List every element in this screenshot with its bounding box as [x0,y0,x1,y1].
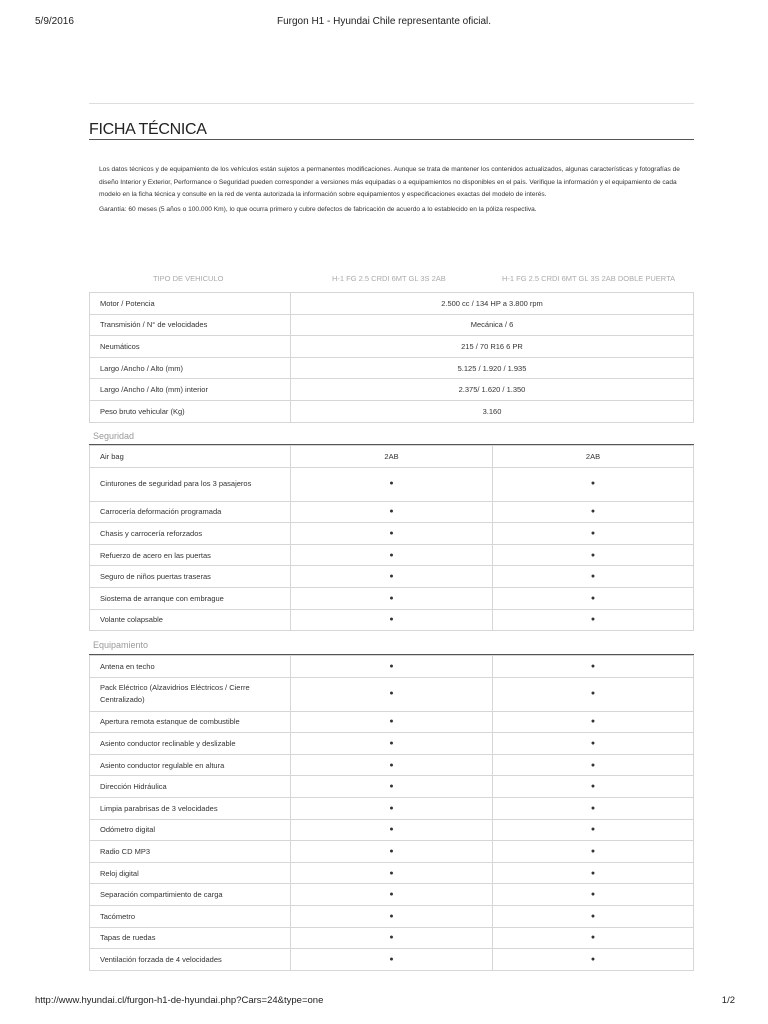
feature-label: Asiento conductor regulable en altura [90,754,291,776]
print-date: 5/9/2016 [35,16,74,27]
feature-label: Seguro de niños puertas traseras [90,566,291,588]
feature-value-model-1: ● [291,609,493,631]
table-row [90,400,694,422]
feature-value-model-2: ● [493,711,694,733]
feature-label: Separación compartimiento de carga [90,884,291,906]
feature-label: Odómetro digital [90,819,291,841]
table-row [90,754,694,776]
feature-value-model-2: ● [493,656,694,678]
feature-label: Chasis y carrocería reforzados [90,523,291,545]
feature-value-model-1: ● [291,884,493,906]
warranty-paragraph: Garantía: 60 meses (5 años o 100.000 Km), lo que ocurra primero y cubre defectos de fabricación de acuerdo a lo establecido en la póliza respectiva. [99,205,537,213]
feature-value-model-2: ● [493,927,694,949]
table-row [90,656,694,678]
feature-value-model-1: ● [291,841,493,863]
feature-label: Asiento conductor reclinable y deslizable [90,733,291,755]
feature-label: Tacómetro [90,905,291,927]
table-row [90,797,694,819]
feature-value-model-1: ● [291,656,493,678]
feature-value-model-2: 2AB [493,446,694,468]
section-title-seguridad: Seguridad [93,431,135,441]
feature-label: Reloj digital [90,862,291,884]
feature-value-model-2: ● [493,949,694,971]
intro-text [99,164,691,216]
spec-value: 2.500 cc / 134 HP a 3.800 rpm [291,293,694,315]
feature-label: Pack Eléctrico (Alzavidrios Eléctricos / Cierre Centralizado) [90,677,291,711]
feature-label: Dirección Hidráulica [90,776,291,798]
spec-value: 5.125 / 1.920 / 1.935 [291,357,694,379]
feature-value-model-1: ● [291,467,493,501]
feature-label: Apertura remota estanque de combustible [90,711,291,733]
table-row [90,862,694,884]
feature-label: Carrocería deformación programada [90,501,291,523]
general-spec-table [89,292,694,423]
feature-value-model-2: ● [493,862,694,884]
spec-label: Largo /Ancho / Alto (mm) interior [90,379,291,401]
spec-value: 3.160 [291,400,694,422]
spec-value: 2.375/ 1.620 / 1.350 [291,379,694,401]
feature-value-model-2: ● [493,776,694,798]
feature-value-model-1: ● [291,501,493,523]
feature-value-model-2: ● [493,566,694,588]
feature-value-model-1: ● [291,544,493,566]
feature-value-model-1: ● [291,776,493,798]
feature-label: Refuerzo de acero en las puertas [90,544,291,566]
section-heading: FICHA TÉCNICA [89,121,207,138]
table-row [90,379,694,401]
table-row [90,523,694,545]
feature-value-model-2: ● [493,677,694,711]
feature-label: Siostema de arranque con embrague [90,587,291,609]
feature-value-model-1: ● [291,566,493,588]
table-row [90,711,694,733]
table-row [90,544,694,566]
page-title: Furgon H1 - Hyundai Chile representante oficial. [277,16,491,27]
table-row [90,609,694,631]
table-row [90,566,694,588]
table-row [90,446,694,468]
feature-value-model-2: ● [493,467,694,501]
top-divider [89,103,694,104]
table-row [90,357,694,379]
table-row [90,733,694,755]
table-row [90,905,694,927]
feature-value-model-1: ● [291,905,493,927]
heading-underline [89,139,694,140]
feature-value-model-2: ● [493,819,694,841]
feature-label: Volante colapsable [90,609,291,631]
page-number: 1/2 [721,995,735,1006]
feature-value-model-1: ● [291,523,493,545]
feature-value-model-1: ● [291,862,493,884]
column-header-model-1: H-1 FG 2.5 CRDI 6MT GL 3S 2AB [332,274,446,283]
table-row [90,336,694,358]
table-row [90,841,694,863]
spec-label: Neumáticos [90,336,291,358]
table-row [90,293,694,315]
spec-value: 215 / 70 R16 6 PR [291,336,694,358]
feature-value-model-2: ● [493,587,694,609]
feature-label: Radio CD MP3 [90,841,291,863]
feature-value-model-2: ● [493,841,694,863]
spec-value: Mecánica / 6 [291,314,694,336]
column-header-type: TIPO DE VEHICULO [153,274,224,283]
feature-value-model-1: ● [291,927,493,949]
table-row [90,776,694,798]
feature-value-model-1: ● [291,677,493,711]
feature-value-model-2: ● [493,884,694,906]
table-row [90,927,694,949]
table-row [90,501,694,523]
feature-value-model-1: ● [291,754,493,776]
feature-value-model-2: ● [493,733,694,755]
feature-label: Ventilación forzada de 4 velocidades [90,949,291,971]
spec-label: Transmisión / N° de velocidades [90,314,291,336]
section-title-equipamiento: Equipamiento [93,640,149,650]
feature-label: Air bag [90,446,291,468]
table-row [90,314,694,336]
feature-value-model-1: ● [291,949,493,971]
feature-value-model-2: ● [493,544,694,566]
spec-label: Largo /Ancho / Alto (mm) [90,357,291,379]
table-row [90,884,694,906]
table-row [90,587,694,609]
intro-paragraph: Los datos técnicos y de equipamiento de los vehículos están sujetos a permanentes modificaciones. Aunque se trata de mantener los contenidos actualizados, algunas características y fotografías de diseño Interior y Exterior, Performance o Seguridad pueden corresponder a versiones más equipadas o a equipamientos no disponibles en el país. Verifique la información y el equipamiento de cada modelo en la ficha técnica y consulte en la red de venta autorizada la información sobre equipamientos y especificaciones exactas del modelo de interés. [99,166,680,198]
feature-value-model-1: 2AB [291,446,493,468]
feature-value-model-2: ● [493,501,694,523]
feature-label: Cinturones de seguridad para los 3 pasajeros [90,467,291,501]
page-url[interactable]: http://www.hyundai.cl/furgon-h1-de-hyundai.php?Cars=24&type=one [35,995,324,1006]
feature-value-model-2: ● [493,905,694,927]
seguridad-table [89,445,694,631]
spec-label: Motor / Potencia [90,293,291,315]
table-row [90,949,694,971]
feature-label: Tapas de ruedas [90,927,291,949]
feature-value-model-2: ● [493,609,694,631]
feature-value-model-1: ● [291,733,493,755]
table-row [90,819,694,841]
feature-value-model-2: ● [493,754,694,776]
table-row [90,677,694,711]
equipamiento-table [89,655,694,971]
feature-value-model-2: ● [493,523,694,545]
feature-value-model-1: ● [291,819,493,841]
feature-label: Limpia parabrisas de 3 velocidades [90,797,291,819]
spec-label: Peso bruto vehicular (Kg) [90,400,291,422]
feature-label: Antena en techo [90,656,291,678]
column-header-model-2: H-1 FG 2.5 CRDI 6MT GL 3S 2AB DOBLE PUERTA [502,274,676,283]
table-row [90,467,694,501]
feature-value-model-1: ● [291,587,493,609]
feature-value-model-1: ● [291,711,493,733]
feature-value-model-1: ● [291,797,493,819]
feature-value-model-2: ● [493,797,694,819]
